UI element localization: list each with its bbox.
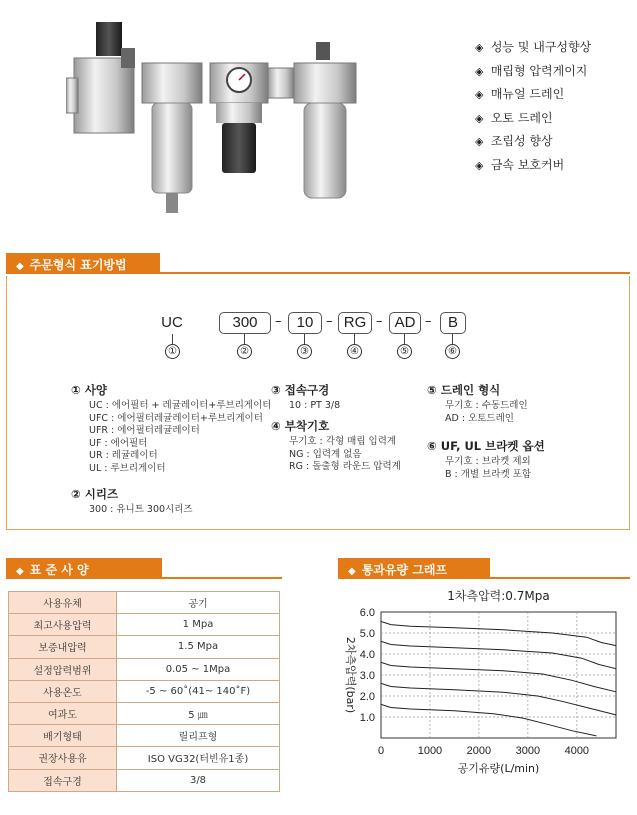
product-image — [66, 18, 366, 218]
legend-series-title: ② 시리즈 — [71, 487, 119, 501]
feature-item: ◈ 성능 및 내구성향상 — [475, 40, 592, 54]
code-box-accessory: RG — [338, 312, 372, 334]
spec-row — [9, 658, 280, 680]
order-section-rule — [160, 272, 630, 274]
x-tick-label: 4000 — [564, 745, 590, 757]
spec-value: 5 ㎛ — [117, 702, 280, 724]
y-axis-label: 2차측압력(bar) — [344, 636, 357, 714]
legend-line: 300 : 유니트 300시리즈 — [89, 504, 193, 515]
legend-spec-title: ① 사양 — [71, 383, 107, 397]
spec-value: 3/8 — [117, 769, 280, 791]
spec-value: 1 Mpa — [117, 614, 280, 636]
legend-line: UL : 루브리게이터 — [89, 462, 166, 474]
spec-value: 0.05 ~ 1Mpa — [117, 658, 280, 680]
spec-label: 권장사용유 — [9, 747, 117, 769]
code-number-5: ⑤ — [397, 344, 412, 359]
legend-accessory-title: ④ 부착기호 — [271, 419, 330, 433]
x-tick-label: 2000 — [466, 745, 492, 757]
y-tick-label: 5.0 — [359, 628, 375, 640]
spec-section-title: ◆ 표 준 사 양 — [6, 558, 162, 579]
legend-drain — [427, 382, 528, 425]
order-section-title: ◆ 주문형식 표기방법 — [6, 253, 160, 274]
flow-chart — [336, 582, 631, 780]
spec-label: 설정압력범위 — [9, 658, 117, 680]
series-line-5 — [381, 704, 596, 736]
code-number-3: ③ — [297, 344, 312, 359]
code-connector — [452, 334, 453, 344]
y-tick-label: 4.0 — [359, 649, 375, 661]
legend-bracket — [427, 438, 545, 481]
spec-value: 1.5 Mpa — [117, 636, 280, 658]
spec-row — [9, 725, 280, 747]
feature-item: ◈ 매립형 압력게이지 — [475, 63, 588, 78]
legend-line: UR : 레귤레이터 — [89, 450, 158, 461]
y-tick-label: 1.0 — [359, 712, 375, 724]
legend-line: UFR : 에어필터레귤레이터 — [89, 425, 200, 436]
code-dash: – — [275, 314, 282, 329]
spec-row — [9, 680, 280, 702]
y-tick-label: 6.0 — [359, 607, 375, 619]
feature-item: ◈ 금속 보호커버 — [475, 157, 565, 172]
code-number-4: ④ — [347, 344, 362, 359]
legend-line: B : 개별 브라켓 포함 — [445, 468, 532, 480]
spec-value: ISO VG32(터빈유1종) — [117, 747, 280, 769]
series-line-4 — [381, 683, 616, 715]
x-tick-label: 1000 — [417, 745, 443, 757]
y-tick-label: 2.0 — [359, 691, 375, 703]
code-box-port: 10 — [288, 312, 322, 334]
spec-label: 사용온도 — [9, 680, 117, 702]
legend-line: UFC : 에어필터레귤레이터+루브리게이터 — [89, 412, 263, 424]
legend-series — [71, 486, 193, 517]
x-tick-label: 3000 — [515, 745, 541, 757]
legend-drain-title: ⑤ 드레인 형식 — [427, 383, 501, 397]
spec-label: 접속구경 — [9, 769, 117, 791]
order-panel — [6, 276, 630, 530]
legend-line: 무기호 : 수동드레인 — [445, 400, 528, 411]
spec-section-rule — [162, 577, 282, 579]
legend-line: 무기호 : 브라켓 제외 — [445, 456, 531, 467]
legend-line: AD : 오토드레인 — [445, 412, 514, 424]
code-part-model: UC — [161, 314, 183, 331]
feature-item: ◈ 매뉴얼 드레인 — [475, 87, 565, 102]
code-dash: – — [326, 314, 333, 329]
legend-accessory — [271, 418, 401, 474]
graph-section-rule — [490, 577, 630, 579]
series-line-3 — [381, 662, 616, 691]
legend-port-title: ③ 접속구경 — [271, 383, 330, 397]
feature-item: ◈ 조립성 향상 — [475, 134, 553, 149]
code-dash: – — [425, 314, 432, 329]
legend-line: 무기호 : 각형 매립 입력계 — [289, 436, 397, 447]
legend-port — [271, 382, 340, 413]
spec-label: 사용유체 — [9, 592, 117, 614]
chart-title: 1차측압력:0.7Mpa — [447, 589, 550, 603]
spec-row — [9, 614, 280, 636]
series-line-1 — [381, 622, 616, 646]
x-axis-label: 공기유량(L/min) — [457, 762, 540, 775]
series-line-2 — [381, 641, 616, 668]
code-box-bracket: B — [440, 312, 466, 334]
spec-row — [9, 747, 280, 769]
legend-line: 10 : PT 3/8 — [289, 400, 341, 411]
code-number-1: ① — [165, 344, 180, 359]
spec-label: 여과도 — [9, 702, 117, 724]
legend-bracket-title: ⑥ UF, UL 브라켓 옵션 — [427, 439, 545, 453]
code-connector — [244, 334, 245, 344]
code-number-6: ⑥ — [445, 344, 460, 359]
code-dash: – — [376, 314, 383, 329]
spec-value: 공기 — [117, 592, 280, 614]
feature-item: ◈ 오토 드레인 — [475, 110, 553, 125]
legend-line: UC : 에어필터 + 레귤레이터+루브리게이터 — [89, 400, 272, 411]
spec-label: 배기형태 — [9, 725, 117, 747]
feature-list — [475, 36, 591, 178]
code-number-2: ② — [237, 344, 252, 359]
graph-section-title: ◆ 통과유량 그래프 — [338, 558, 490, 579]
code-connector — [354, 334, 355, 344]
spec-row — [9, 702, 280, 724]
legend-line: UF : 에어필터 — [89, 437, 148, 449]
legend-spec — [71, 382, 271, 475]
spec-label: 보증내압력 — [9, 636, 117, 658]
spec-label: 최고사용압력 — [9, 614, 117, 636]
spec-row — [9, 769, 280, 791]
x-tick-label: 0 — [377, 745, 385, 757]
code-connector — [304, 334, 305, 344]
code-box-series: 300 — [219, 312, 271, 334]
legend-line: NG : 입력계 없음 — [289, 448, 362, 460]
spec-row — [9, 636, 280, 658]
spec-value: -5 ~ 60˚(41~ 140˚F) — [117, 680, 280, 702]
spec-row — [9, 592, 280, 614]
spec-table — [8, 591, 280, 792]
code-connector — [172, 334, 173, 344]
legend-line: RG : 돌출형 라운드 압력계 — [289, 461, 401, 472]
spec-value: 릴리프형 — [117, 725, 280, 747]
y-tick-label: 3.0 — [359, 670, 375, 682]
code-box-drain: AD — [389, 312, 421, 334]
code-connector — [404, 334, 405, 344]
